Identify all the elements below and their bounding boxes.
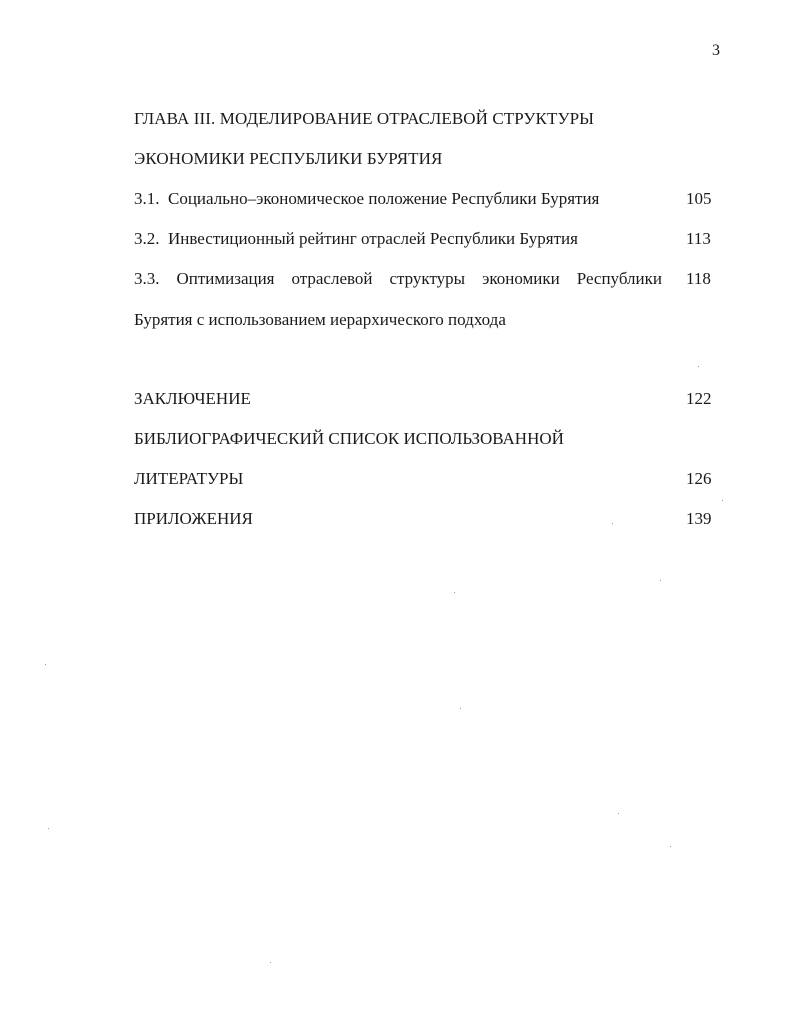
scan-speck <box>618 813 619 814</box>
bibliography-page: 126 <box>686 469 712 488</box>
section-page: 113 <box>686 229 711 248</box>
scan-speck <box>660 580 661 581</box>
chapter-title-line-2: ЭКОНОМИКИ РЕСПУБЛИКИ БУРЯТИЯ <box>134 149 443 168</box>
bibliography-label-line-2: ЛИТЕРАТУРЫ <box>134 469 244 488</box>
appendices-label: ПРИЛОЖЕНИЯ <box>134 509 253 528</box>
page-number: 3 <box>712 42 720 59</box>
scan-speck <box>270 962 271 963</box>
section-number: 3.1. <box>134 189 160 208</box>
scan-speck <box>698 366 699 367</box>
scan-speck <box>460 708 461 709</box>
section-number: 3.2. <box>134 229 160 248</box>
conclusion-label: ЗАКЛЮЧЕНИЕ <box>134 389 251 408</box>
section-title-line-1: Оптимизация отраслевой структуры экономики Республики <box>176 269 662 288</box>
section-number: 3.3. <box>134 269 160 288</box>
section-title-line-2: Бурятия с использованием иерархического подхода <box>134 310 506 329</box>
chapter-title-line-1: ГЛАВА III. МОДЕЛИРОВАНИЕ ОТРАСЛЕВОЙ СТРУКТУРЫ <box>134 109 595 128</box>
scan-speck <box>670 846 671 847</box>
section-page: 105 <box>686 189 712 208</box>
bibliography-label-line-1: БИБЛИОГРАФИЧЕСКИЙ СПИСОК ИСПОЛЬЗОВАННОЙ <box>134 429 564 448</box>
scan-speck <box>454 592 455 593</box>
scan-speck <box>45 664 46 665</box>
scan-speck <box>722 500 723 501</box>
section-page: 118 <box>686 269 711 288</box>
scan-speck <box>612 523 613 524</box>
appendices-page: 139 <box>686 509 712 528</box>
conclusion-page: 122 <box>686 389 712 408</box>
section-title: Инвестиционный рейтинг отраслей Республики Бурятия <box>168 229 578 248</box>
scan-speck <box>48 828 49 829</box>
section-title: Социально–экономическое положение Республики Бурятия <box>168 189 600 208</box>
